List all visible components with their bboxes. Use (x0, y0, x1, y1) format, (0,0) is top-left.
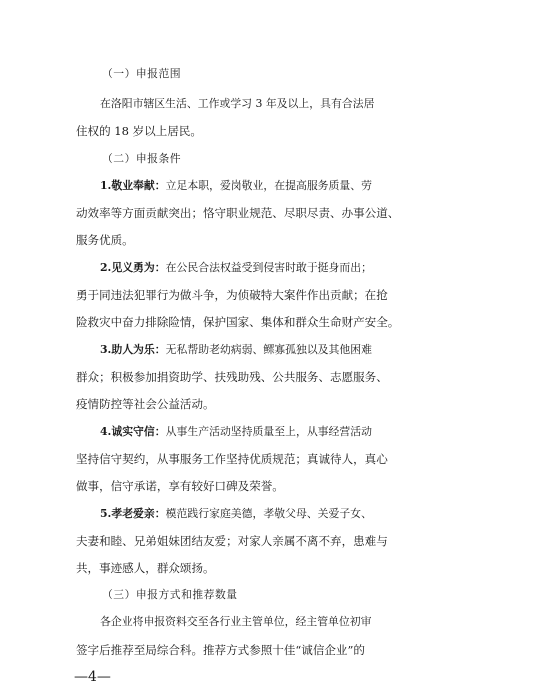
condition-2-line-1 (0, 258, 533, 278)
scope-text-line-2: 住权的 18 岁以上居民。 (76, 124, 202, 138)
condition-4-label: 4.诚实守信： (100, 425, 166, 438)
scope-text-line-1: 在洛阳市辖区生活、工作或学习 3 年及以上，具有合法居 (100, 97, 375, 110)
condition-4-line-1 (0, 422, 533, 442)
condition-4-text: 从事生产活动坚持质量至上，从事经营活动 (165, 425, 372, 438)
condition-5-label: 5.孝老爱亲： (100, 507, 166, 520)
section-heading-scope: （一）申报范围 (102, 67, 182, 80)
condition-1-line-2: 动效率等方面贡献突出；恪守职业规范、尽职尽责、办事公道、 (76, 206, 400, 220)
condition-5-line-2: 夫妻和睦、兄弟姐妹团结友爱；对家人亲属不离不弃，患难与 (76, 534, 388, 548)
condition-2-line-2: 勇于同违法犯罪行为做斗争，为侦破特大案件作出贡献；在抢 (76, 288, 388, 302)
condition-3-line-1 (0, 340, 533, 360)
condition-2-line-3: 险救灾中奋力排除险情，保护国家、集体和群众生命财产安全。 (76, 315, 400, 329)
condition-2-label: 2.见义勇为： (100, 261, 166, 274)
condition-2-text: 在公民合法权益受到侵害时敢于挺身而出； (165, 261, 372, 274)
condition-5-line-3: 共，事迹感人，群众颂扬。 (76, 561, 215, 575)
condition-3-line-3: 疫情防控等社会公益活动。 (76, 397, 215, 411)
condition-3-line-2: 群众；积极参加捐资助学、扶残助残、公共服务、志愿服务、 (76, 370, 388, 384)
condition-1-line-1 (0, 176, 533, 196)
condition-1-text: 立足本职，爱岗敬业，在提高服务质量、劳 (165, 179, 372, 192)
condition-4-line-2: 坚持信守契约，从事服务工作坚持优质规范；真诚待人，真心 (76, 452, 388, 466)
condition-5-text: 模范践行家庭美德，孝敬父母、关爱子女、 (165, 507, 372, 520)
method-text-line-2: 签字后推荐至局综合科。推荐方式参照十佳“诚信企业”的 (76, 643, 365, 657)
method-text-line-1: 各企业将申报资料交至各行业主管单位，经主管单位初审 (100, 615, 372, 628)
section-heading-method: （三）申报方式和推荐数量 (102, 588, 238, 601)
condition-1-label: 1.敬业奉献： (100, 179, 166, 192)
section-heading-conditions: （二）申报条件 (102, 152, 182, 165)
condition-3-text: 无私帮助老幼病弱、鳏寡孤独以及其他困难 (165, 343, 372, 356)
condition-4-line-3: 做事，信守承诺，享有较好口碑及荣誉。 (76, 479, 284, 493)
condition-3-label: 3.助人为乐： (100, 343, 166, 356)
condition-1-line-3: 服务优质。 (76, 233, 134, 247)
condition-5-line-1 (0, 504, 533, 524)
page-number: —4— (74, 669, 111, 685)
